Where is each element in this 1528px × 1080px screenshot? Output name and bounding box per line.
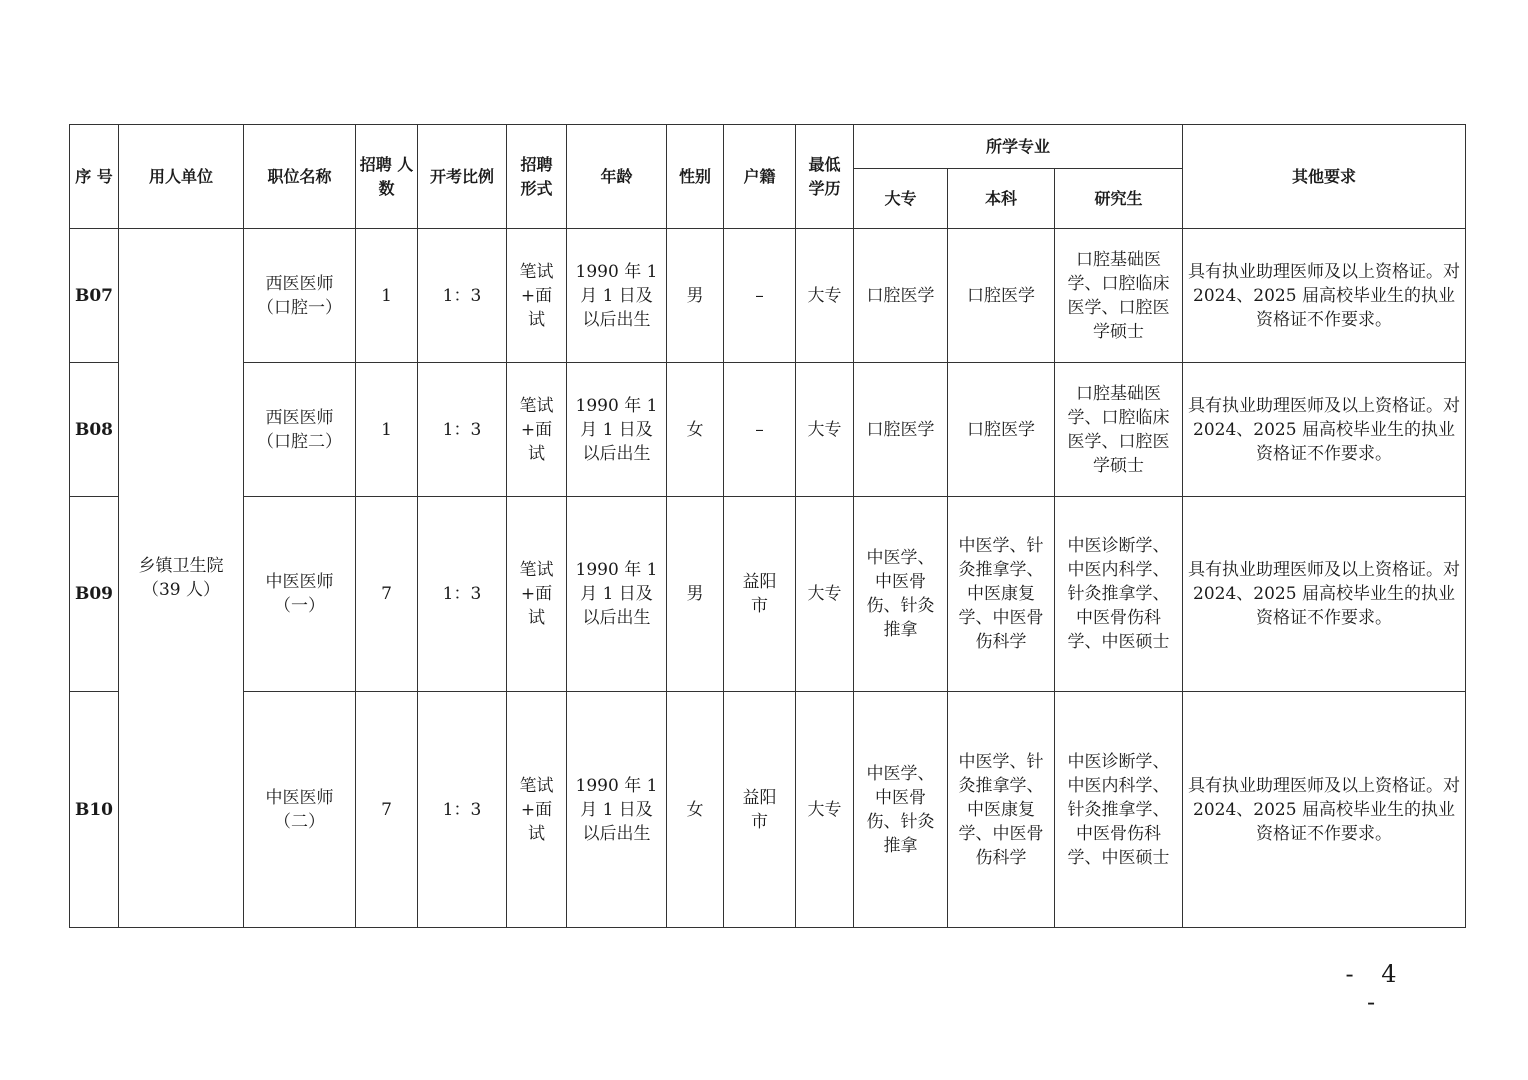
age-cell: 1990 年 1 月 1 日及 以后出生 <box>567 363 667 497</box>
form-cell: 笔试 +面 试 <box>507 363 567 497</box>
count-cell: 7 <box>356 497 418 692</box>
count-cell: 7 <box>356 692 418 928</box>
major-yanjiusheng-cell: 口腔基础医 学、口腔临床 医学、口腔医 学硕士 <box>1055 229 1183 363</box>
position-cell: 中医医师 （一） <box>244 497 356 692</box>
major-dazhuan-cell: 口腔医学 <box>854 229 948 363</box>
header-ratio: 开考比例 <box>418 125 507 229</box>
count-cell: 1 <box>356 363 418 497</box>
age-cell: 1990 年 1 月 1 日及 以后出生 <box>567 229 667 363</box>
header-gender: 性别 <box>667 125 724 229</box>
header-major-dazhuan: 大专 <box>854 169 948 229</box>
major-yanjiusheng-cell: 中医诊断学、 中医内科学、 针灸推拿学、 中医骨伤科 学、中医硕士 <box>1055 497 1183 692</box>
ratio-cell: 1：3 <box>418 229 507 363</box>
gender-cell: 男 <box>667 229 724 363</box>
other-req-cell: 具有执业助理医师及以上资格证。对 2024、2025 届高校毕业生的执业资格证不作要求。 <box>1183 692 1466 928</box>
count-cell: 1 <box>356 229 418 363</box>
header-major-yanjiusheng: 研究生 <box>1055 169 1183 229</box>
header-seq: 序 号 <box>70 125 119 229</box>
row-id: B09 <box>70 497 119 692</box>
edu-cell: 大专 <box>796 363 854 497</box>
hukou-cell: 益阳 市 <box>724 497 796 692</box>
hukou-cell: 益阳 市 <box>724 692 796 928</box>
edu-cell: 大专 <box>796 497 854 692</box>
major-benke-cell: 口腔医学 <box>948 229 1055 363</box>
major-benke-cell: 中医学、针 灸推拿学、 中医康复 学、中医骨 伤科学 <box>948 497 1055 692</box>
age-cell: 1990 年 1 月 1 日及 以后出生 <box>567 497 667 692</box>
other-req-cell: 具有执业助理医师及以上资格证。对 2024、2025 届高校毕业生的执业资格证不作要求。 <box>1183 229 1466 363</box>
form-cell: 笔试 +面 试 <box>507 229 567 363</box>
header-count: 招聘 人数 <box>356 125 418 229</box>
header-position: 职位名称 <box>244 125 356 229</box>
page-number: - 4 - <box>1345 960 1407 1016</box>
major-benke-cell: 中医学、针 灸推拿学、 中医康复 学、中医骨 伤科学 <box>948 692 1055 928</box>
row-id: B08 <box>70 363 119 497</box>
header-age: 年龄 <box>567 125 667 229</box>
unit-cell: 乡镇卫生院 （39 人） <box>119 229 244 928</box>
hukou-cell: – <box>724 229 796 363</box>
position-cell: 中医医师 （二） <box>244 692 356 928</box>
major-benke-cell: 口腔医学 <box>948 363 1055 497</box>
major-dazhuan-cell: 中医学、 中医骨 伤、针灸 推拿 <box>854 497 948 692</box>
row-id: B07 <box>70 229 119 363</box>
header-major: 所学专业 <box>854 125 1183 169</box>
header-form: 招聘 形式 <box>507 125 567 229</box>
major-dazhuan-cell: 中医学、 中医骨 伤、针灸 推拿 <box>854 692 948 928</box>
gender-cell: 女 <box>667 692 724 928</box>
gender-cell: 女 <box>667 363 724 497</box>
header-other: 其他要求 <box>1183 125 1466 229</box>
ratio-cell: 1：3 <box>418 363 507 497</box>
major-yanjiusheng-cell: 口腔基础医 学、口腔临床 医学、口腔医 学硕士 <box>1055 363 1183 497</box>
ratio-cell: 1：3 <box>418 692 507 928</box>
header-edu: 最低 学历 <box>796 125 854 229</box>
other-req-cell: 具有执业助理医师及以上资格证。对 2024、2025 届高校毕业生的执业资格证不作要求。 <box>1183 363 1466 497</box>
position-cell: 西医医师 （口腔一） <box>244 229 356 363</box>
gender-cell: 男 <box>667 497 724 692</box>
row-id: B10 <box>70 692 119 928</box>
table-row <box>70 497 1466 692</box>
position-cell: 西医医师 （口腔二） <box>244 363 356 497</box>
form-cell: 笔试 +面 试 <box>507 692 567 928</box>
table-row <box>70 363 1466 497</box>
major-dazhuan-cell: 口腔医学 <box>854 363 948 497</box>
form-cell: 笔试 +面 试 <box>507 497 567 692</box>
header-unit: 用人单位 <box>119 125 244 229</box>
major-yanjiusheng-cell: 中医诊断学、 中医内科学、 针灸推拿学、 中医骨伤科 学、中医硕士 <box>1055 692 1183 928</box>
hukou-cell: – <box>724 363 796 497</box>
ratio-cell: 1：3 <box>418 497 507 692</box>
table-row <box>70 692 1466 928</box>
header-hukou: 户籍 <box>724 125 796 229</box>
age-cell: 1990 年 1 月 1 日及 以后出生 <box>567 692 667 928</box>
edu-cell: 大专 <box>796 692 854 928</box>
table-row <box>70 229 1466 363</box>
edu-cell: 大专 <box>796 229 854 363</box>
recruitment-table <box>69 124 1466 928</box>
other-req-cell: 具有执业助理医师及以上资格证。对 2024、2025 届高校毕业生的执业资格证不作要求。 <box>1183 497 1466 692</box>
header-major-benke: 本科 <box>948 169 1055 229</box>
